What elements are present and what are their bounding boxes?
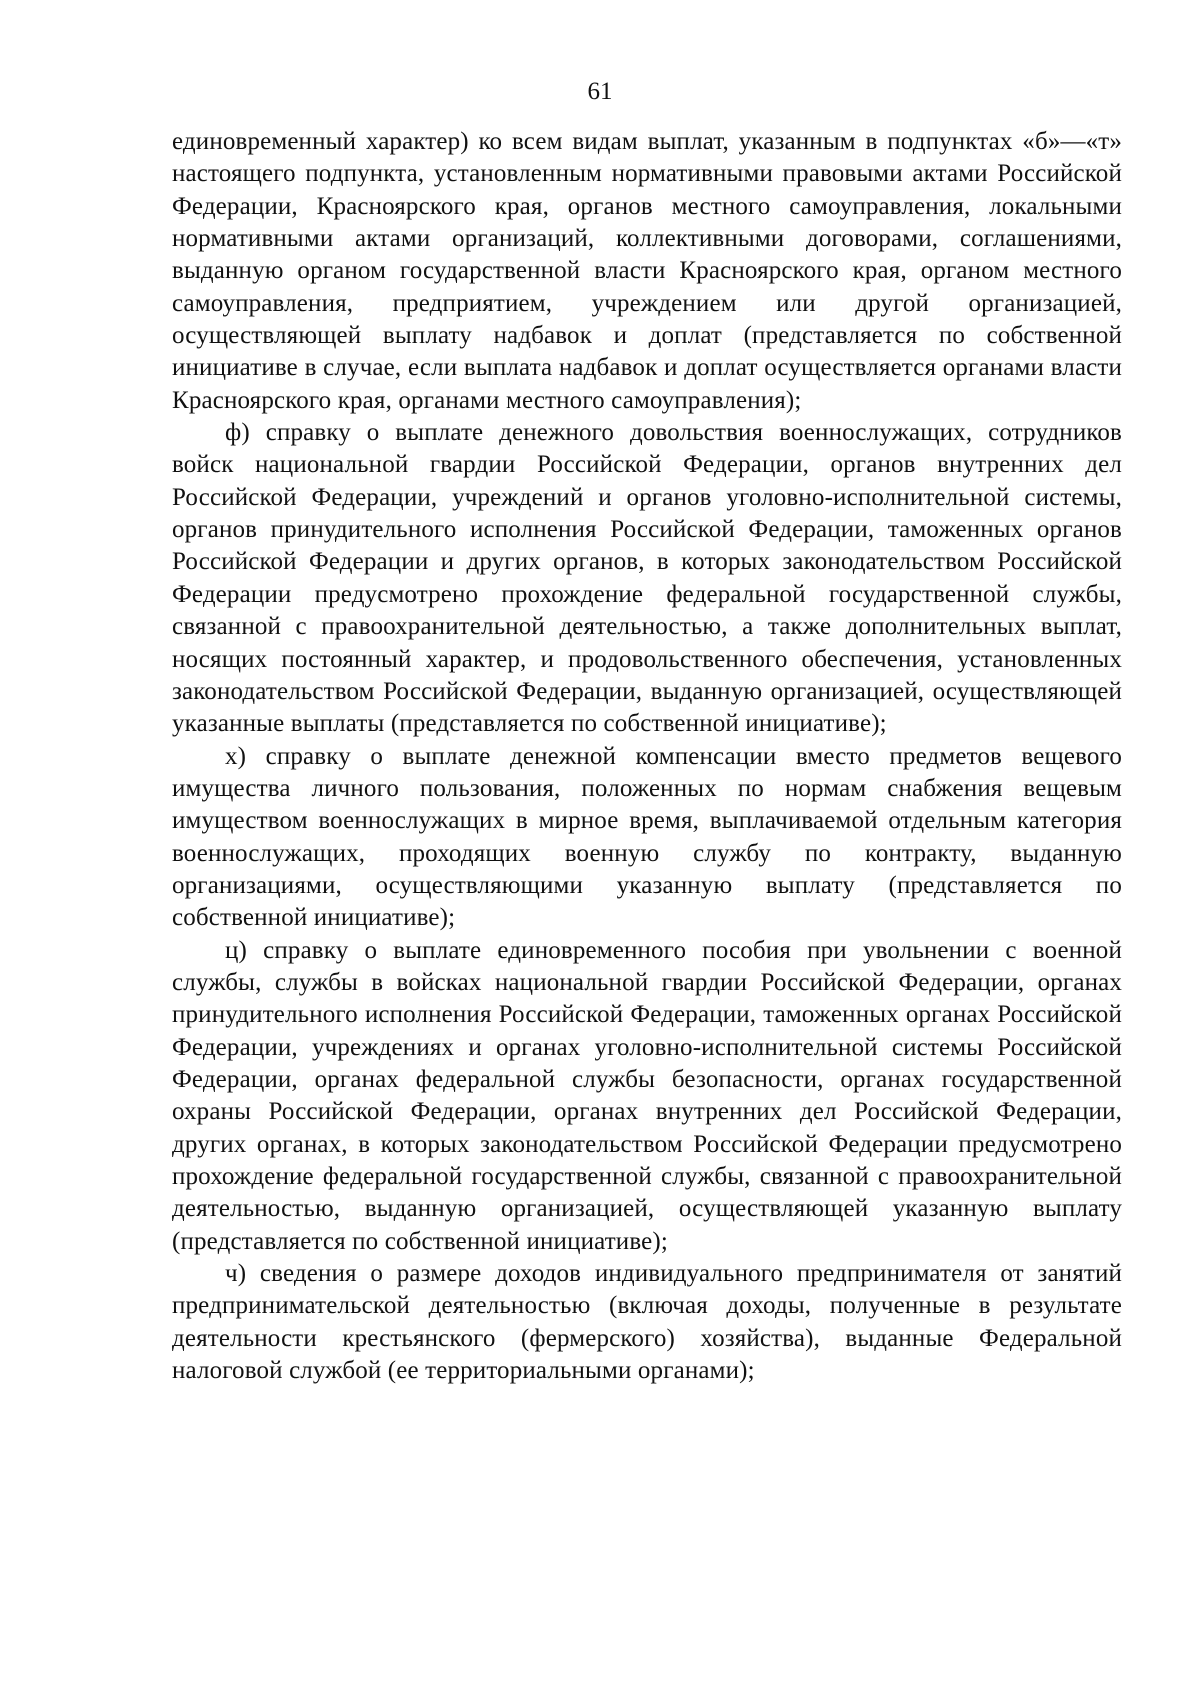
paragraph-item-f: ф) справку о выплате денежного довольствия военнослужащих, сотрудников войск национальной гвардии Российской Федерации, органов внутренних дел Российской Федерации, учреждений и органов уголовно-исполнительной системы, органов принудительного исполнения Российской Федерации, таможенных органов Российской Федерации и других органов, в которых законодательством Российской Федерации предусмотрено прохождение федеральной государственной службы, связанной с правоохранительной деятельностью, а также дополнительных выплат, носящих постоянный характер, и продовольственного обеспечения, установленных законодательством Российской Федерации, выданную организацией, осуществляющей указанные выплаты (представляется по собственной инициативе); [172, 419, 1122, 738]
document-body [172, 126, 1122, 1387]
paragraph-continuation: единовременный характер) ко всем видам выплат, указанным в подпунктах «б»—«т» настоящего подпункта, установленным нормативными правовыми актами Российской Федерации, Красноярского края, органов местного самоуправления, локальными нормативными актами организаций, коллективными договорами, соглашениями, выданную органом государственной власти Красноярского края, органом местного самоуправления, предприятием, учреждением или другой организацией, осуществляющей выплату надбавок и доплат (представляется по собственной инициативе в случае, если выплата надбавок и доплат осуществляется органами власти Красноярского края, органами местного самоуправления); [172, 128, 1122, 414]
page-number: 61 [587, 78, 613, 105]
paragraph-item-ch: ч) сведения о размере доходов индивидуального предпринимателя от занятий предпринимательской деятельностью (включая доходы, полученные в результате деятельности крестьянского (фермерского) хозяйства), выданные Федеральной налоговой службой (ее территориальными органами); [172, 1260, 1122, 1385]
paragraph-item-ts: ц) справку о выплате единовременного пособия при увольнении с военной службы, службы в войсках национальной гвардии Российской Федерации, органах принудительного исполнения Российской Федерации, таможенных органах Российской Федерации, учреждениях и органах уголовно-исполнительной системы Российской Федерации, органах федеральной службы безопасности, органах государственной охраны Российской Федерации, органах внутренних дел Российской Федерации, других органах, в которых законодательством Российской Федерации предусмотрено прохождение федеральной государственной службы, связанной с правоохранительной деятельностью, выданную организацией, осуществляющей указанную выплату (представляется по собственной инициативе); [172, 936, 1122, 1255]
paragraph-item-kh: х) справку о выплате денежной компенсации вместо предметов вещевого имущества личного пользования, положенных по нормам снабжения вещевым имуществом военнослужащих в мирное время, выплачиваемой отдельным категория военнослужащих, проходящих военную службу по контракту, выданную организациями, осуществляющими указанную выплату (представляется по собственной инициативе); [172, 742, 1122, 932]
